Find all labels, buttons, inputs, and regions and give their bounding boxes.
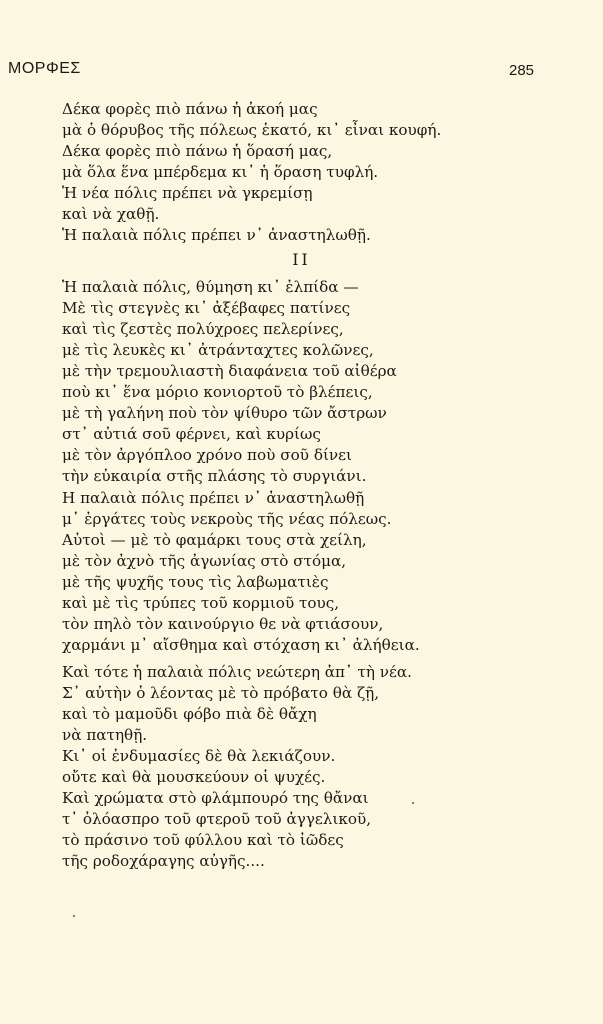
verse-line: τὸ πράσινο τοῦ φύλλου καὶ τὸ ἰῶδες — [62, 831, 344, 849]
verse-line: Κι᾽ οἱ ἐνδυμασίες δὲ θὰ λεκιάζουν. — [62, 747, 336, 765]
verse-line: Δέκα φορὲς πιὸ πάνω ἡ ὅρασή μας, — [62, 142, 333, 160]
verse-line: τὴν εὐκαιρία στῆς πλάσης τὸ συργιάνι. — [62, 467, 367, 485]
ink-speck — [73, 915, 75, 917]
verse-line: ποὺ κι᾽ ἕνα μόριο κονιορτοῦ τὸ βλέπεις, — [62, 383, 373, 401]
verse-line: καὶ νὰ χαθῇ. — [62, 205, 160, 223]
verse-line: χαρμάνι μ᾽ αἴσθημα καὶ στόχαση κι᾽ ἀλήθεια. — [62, 636, 420, 654]
verse-line: τ᾽ ὁλόασπρο τοῦ φτεροῦ τοῦ ἀγγελικοῦ, — [62, 810, 372, 828]
section-numeral: ΙΙ — [292, 251, 311, 269]
verse-line: Καὶ χρώματα στὸ φλάμπουρό της θἄναι — [62, 789, 369, 807]
verse-line: Σ᾽ αὐτὴν ὁ λέοντας μὲ τὸ πρόβατο θὰ ζῇ, — [62, 684, 380, 702]
verse-line: καὶ τὸ μαμοῦδι φόβο πιὰ δὲ θἄχη — [62, 705, 317, 723]
verse-line: Δέκα φορὲς πιὸ πάνω ἡ ἀκοή μας — [62, 100, 318, 118]
verse-line: μὰ ὁ θόρυβος τῆς πόλεως ἑκατό, κι᾽ εἶναι κουφή. — [62, 121, 442, 139]
verse-line: Αὐτοὶ — μὲ τὸ φαμάρκι τους στὰ χείλη, — [62, 531, 367, 549]
verse-line: μὲ τὴν τρεμουλιαστὴ διαφάνεια τοῦ αἰθέρα — [62, 362, 397, 380]
verse-line: Ἡ παλαιὰ πόλις, θύμηση κι᾽ ἐλπίδα — — [62, 278, 359, 296]
page-number: 285 — [509, 62, 535, 79]
verse-line: Η παλαιὰ πόλις πρέπει ν᾽ ἀναστηλωθῇ — [62, 489, 365, 507]
verse-line: μὲ τὴ γαλήνη ποὺ τὸν ψίθυρο τῶν ἄστρων — [62, 404, 387, 422]
verse-line: μὲ τὸν ἀχνὸ τῆς ἀγωνίας στὸ στόμα, — [62, 552, 347, 570]
verse-line: μὲ τὶς λευκὲς κι᾽ ἀτράνταχτες κολῶνες, — [62, 341, 374, 359]
running-header-title: ΜΟΡΦΕΣ — [8, 60, 81, 77]
verse-line: καὶ μὲ τὶς τρύπες τοῦ κορμιοῦ τους, — [62, 594, 340, 612]
verse-line: μὲ τῆς ψυχῆς τους τὶς λαβωματιὲς — [62, 573, 329, 591]
verse-line: στ᾽ αὐτιά σοῦ φέρνει, καὶ κυρίως — [62, 425, 321, 443]
stanza-2 — [62, 277, 582, 487]
verse-line: Καὶ τότε ἡ παλαιὰ πόλις νεώτερη ἀπ᾽ τὴ νέα. — [62, 663, 412, 681]
verse-line: Ἡ νέα πόλις πρέπει νὰ γκρεμίσῃ — [62, 184, 313, 202]
verse-line: μὲ τὸν ἀργόπλοο χρόνο ποὺ σοῦ δίνει — [62, 446, 352, 464]
verse-line: μὰ ὅλα ἕνα μπέρδεμα κι᾽ ἡ ὅραση τυφλή. — [62, 163, 379, 181]
stanza-3 — [62, 488, 582, 656]
verse-line: Μὲ τὶς στεγνὲς κι᾽ ἀξέβαφες πατίνες — [62, 299, 351, 317]
verse-line: νὰ πατηθῇ. — [62, 726, 148, 744]
verse-line: τὸν πηλὸ τὸν καινούργιο θε νὰ φτιάσουν, — [62, 615, 384, 633]
verse-line: Ἡ παλαιὰ πόλις πρέπει ν᾽ ἀναστηλωθῇ. — [62, 226, 371, 244]
verse-line: καὶ τὶς ζεστὲς πολύχροες πελερίνες, — [62, 320, 344, 338]
stanza-4 — [62, 662, 582, 872]
verse-line: οὔτε καὶ θὰ μουσκεύουν οἱ ψυχές. — [62, 768, 326, 786]
stanza-1 — [62, 99, 582, 246]
ink-speck — [412, 802, 414, 804]
verse-line: τῆς ροδοχάραγης αὐγῆς.... — [62, 852, 265, 870]
verse-line: μ᾽ ἐργάτες τοὺς νεκροὺς τῆς νέας πόλεως. — [62, 510, 392, 528]
